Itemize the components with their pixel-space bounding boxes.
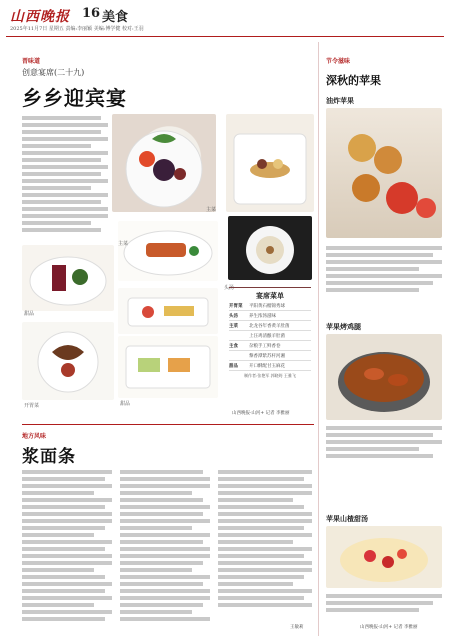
dish-photo-appetizer bbox=[22, 245, 114, 311]
page-number: 16 bbox=[82, 6, 101, 21]
right-item-2-title: 苹果烤鸡腿 bbox=[326, 322, 361, 331]
dish-photo-staple bbox=[118, 336, 218, 398]
section-divider bbox=[22, 424, 314, 425]
newspaper-logo: 山西晚报 bbox=[10, 9, 70, 25]
apple-hawthorn-soup-photo bbox=[326, 526, 442, 588]
fried-apple-photo bbox=[326, 108, 442, 238]
menu-title: 宴席菜单 bbox=[256, 291, 284, 300]
right-item-1-text bbox=[326, 246, 442, 298]
photo-label-3: 甜品 bbox=[24, 311, 35, 317]
right-item-3-text bbox=[326, 594, 442, 618]
photo-label-4: 头汤 bbox=[224, 285, 235, 291]
main-kicker: 晋味道 bbox=[22, 58, 41, 65]
menu-row: 主菜 北龙谷年香黄羊肚菌 bbox=[229, 321, 311, 331]
dateline: 2025年11月7日 星期五 责编:李丽颖 美编:傅学健 校对:王羽 bbox=[10, 26, 144, 32]
menu-row: 头汤 养生浓汤滋味 bbox=[229, 311, 311, 321]
menu-row: 主食 杂粮手工鲜香卷 bbox=[229, 341, 311, 351]
dish-photo-main bbox=[112, 114, 216, 212]
main-headline: 乡乡迎宾宴 bbox=[22, 86, 127, 110]
main-subhead: 创意宴席(二十九) bbox=[22, 68, 85, 77]
main-body-text bbox=[22, 116, 108, 238]
right-item-3-title: 苹果山楂甜汤 bbox=[326, 514, 368, 523]
roast-chicken-photo bbox=[326, 334, 442, 420]
right-headline: 深秋的苹果 bbox=[326, 74, 381, 87]
second-credit: 王敏莉 bbox=[290, 625, 304, 630]
dish-photo-soup bbox=[228, 216, 312, 280]
dish-photo-sweet bbox=[118, 288, 218, 334]
menu-row: 甜品 开口酥配甘玉麻花 bbox=[229, 361, 311, 371]
dish-illustration bbox=[112, 114, 216, 212]
masthead-rule bbox=[6, 36, 444, 37]
column-divider bbox=[318, 42, 319, 636]
second-kicker: 地方风味 bbox=[22, 433, 47, 440]
menu-row: 上汪鸡清酿羊肚菌 bbox=[229, 331, 311, 341]
section-title: 美食 bbox=[102, 10, 129, 25]
menu-row: 开胃菜 平阳黄石榴锦秀球 bbox=[229, 301, 311, 311]
main-credit: 山西晚报·山河+ 记者 李雅丽 bbox=[232, 411, 290, 416]
second-body-col-1 bbox=[22, 470, 112, 630]
second-body-col-2 bbox=[120, 470, 210, 630]
dish-photo-dessert bbox=[226, 114, 314, 212]
second-headline: 浆面条 bbox=[22, 447, 76, 467]
right-credit: 山西晚报·山河+ 记者 李雅丽 bbox=[360, 625, 418, 630]
dish-photo-starter bbox=[22, 322, 114, 400]
dish-photo-main-2 bbox=[118, 221, 218, 281]
menu-credit: 制作者:张艳军 郭晓筠 王雅飞 bbox=[244, 373, 296, 378]
right-tag: 节令滋味 bbox=[326, 58, 351, 65]
photo-label-6: 开胃菜 bbox=[24, 403, 40, 409]
second-body-col-3 bbox=[218, 470, 312, 620]
menu-row: 藜香潭紫苏杆河湘 bbox=[229, 351, 311, 361]
right-item-2-text bbox=[326, 426, 442, 472]
photo-label-2: 主菜 bbox=[118, 241, 129, 247]
banquet-menu bbox=[229, 287, 311, 391]
photo-label-1: 主菜 bbox=[206, 207, 217, 213]
photo-label-5: 甜品 bbox=[120, 401, 131, 407]
masthead bbox=[6, 4, 444, 34]
right-item-1-title: 油炸苹果 bbox=[326, 96, 354, 105]
